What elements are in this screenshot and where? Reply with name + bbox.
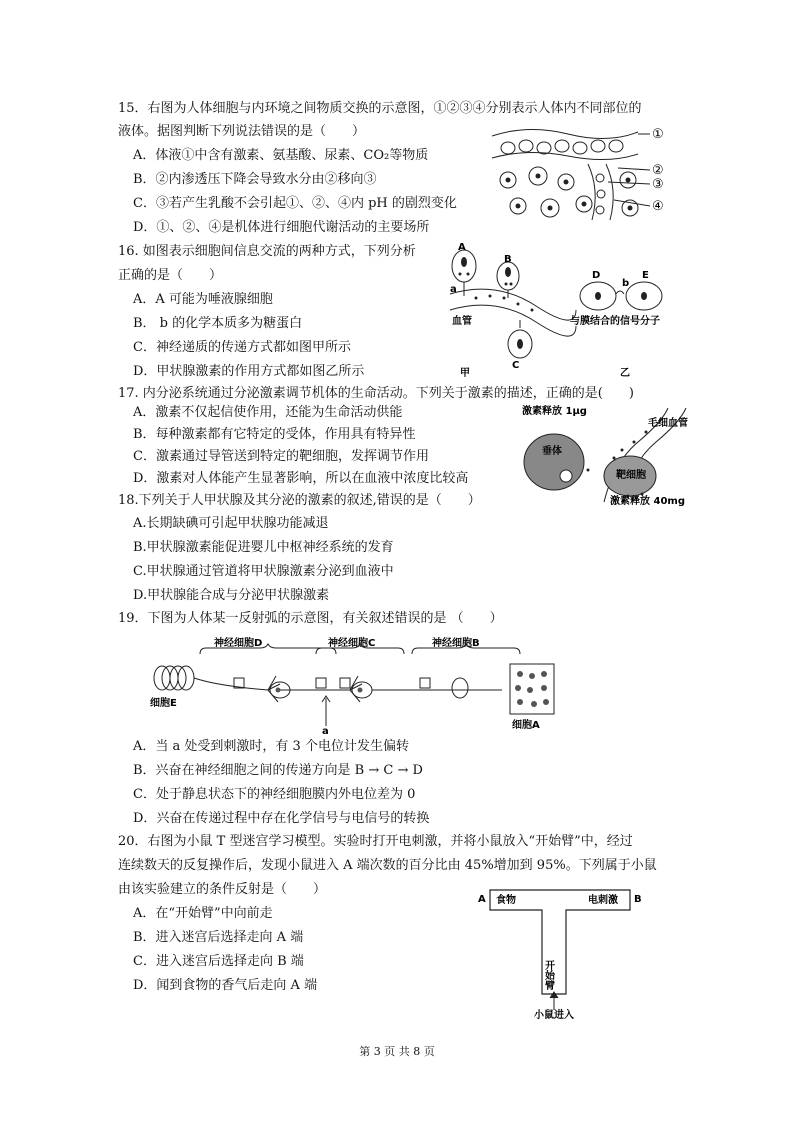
q19-stem: 19．下图为人体某一反射弧的示意图，有关叙述错误的是 （ ） <box>118 611 503 626</box>
fig16-label-d-cell: D <box>592 270 601 281</box>
q17-option-b: B．每种激素都有它特定的受体，作用具有特异性 <box>133 427 416 442</box>
q18-option-a: A.长期缺碘可引起甲状腺功能减退 <box>133 516 329 531</box>
fig19-label-neuron-d: 神经细胞D <box>214 638 263 649</box>
fig20-label-b: B <box>634 894 642 905</box>
q16-stem-line1: 16. 如图表示细胞间信息交流的两种方式，下列分析 <box>118 244 416 259</box>
fig19-label-cell-e: 细胞E <box>150 698 177 709</box>
q15-option-d: D．①、②、④是机体进行细胞代谢活动的主要场所 <box>133 220 430 235</box>
q20-stem-line3: 由该实验建立的条件反射是（ ） <box>118 882 327 897</box>
q20-option-d: D．闻到食物的香气后走向 A 端 <box>133 978 318 993</box>
fig16-label-b: b <box>622 278 630 289</box>
q19-option-d: D．兴奋在传递过程中存在化学信号与电信号的转换 <box>133 811 430 826</box>
q18-option-c: C.甲状腺通过管道将甲状腺激素分泌到血液中 <box>133 564 394 579</box>
q15-option-c: C．③若产生乳酸不会引起①、②、④内 pH 的剧烈变化 <box>133 196 457 211</box>
q15-stem-line1: 15．右图为人体细胞与内环境之间物质交换的示意图，①②③④分别表示人体内不同部位的 <box>118 101 642 116</box>
fig17-label-release1: 激素释放 1μg <box>522 406 587 417</box>
fig19-label-neuron-c: 神经细胞C <box>328 638 376 649</box>
fig20-label-start-arm: 开始臂 <box>542 960 554 990</box>
fig17-label-release2: 激素释放 40mg <box>610 496 685 506</box>
fig20-label-enter: 小鼠进入 <box>534 1010 574 1020</box>
q20-option-b: B．进入迷宫后选择走向 A 端 <box>133 930 304 945</box>
q15-option-b: B．②内渗透压下降会导致水分由②移向③ <box>133 172 377 187</box>
fig20-label-shock: 电刺激 <box>588 895 618 906</box>
q19-figure <box>148 634 568 736</box>
fig16-label-signal: 与膜结合的信号分子 <box>570 316 660 327</box>
q17-figure <box>518 402 708 506</box>
fig16-label-a-cell: A <box>458 242 466 253</box>
q17-stem: 17. 内分泌系统通过分泌激素调节机体的生命活动。下列关于激素的描述，正确的是( ) <box>118 386 634 401</box>
q20-option-c: C．进入迷宫后选择走向 B 端 <box>133 954 304 969</box>
q19-option-b: B．兴奋在神经细胞之间的传递方向是 B → C → D <box>133 763 423 778</box>
fig19-label-cell-a: 细胞A <box>512 720 540 731</box>
fig19-label-neuron-b: 神经细胞B <box>432 638 480 649</box>
q18-option-d: D.甲状腺能合成与分泌甲状腺激素 <box>133 588 330 603</box>
fig15-label-4: ④ <box>652 199 664 214</box>
q15-stem-line2: 液体。据图判断下列说法错误的是（ ） <box>118 124 366 139</box>
q20-maze-figure <box>476 886 652 1020</box>
fig20-label-a: A <box>478 894 486 905</box>
fig17-label-capillary: 毛细血管 <box>648 418 688 429</box>
q16-option-a: A．A 可能为唾液腺细胞 <box>133 292 273 307</box>
fig15-label-1: ① <box>652 127 664 142</box>
fig16-label-vessel: 血管 <box>452 316 472 327</box>
q20-option-a: A．在“开始臂”中向前走 <box>133 906 273 921</box>
q18-option-b: B.甲状腺激素能促进婴儿中枢神经系统的发育 <box>133 540 394 555</box>
fig19-label-a: a <box>322 726 329 736</box>
q19-option-a: A．当 a 处受到刺激时，有 3 个电位计发生偏转 <box>133 739 409 754</box>
q15-option-a: A．体液①中含有激素、氨基酸、尿素、CO₂等物质 <box>133 148 429 163</box>
fig20-label-food: 食物 <box>496 895 516 906</box>
q17-option-d: D．激素对人体能产生显著影响，所以在血液中浓度比较高 <box>133 471 469 486</box>
q19-option-c: C．处于静息状态下的神经细胞膜内外电位差为 0 <box>133 787 416 802</box>
q17-option-a: A．激素不仅起信使作用，还能为生命活动供能 <box>133 405 403 420</box>
q17-option-c: C．激素通过导管送到特定的靶细胞，发挥调节作用 <box>133 449 429 464</box>
q16-option-d: D．甲状腺激素的作用方式都如图乙所示 <box>133 364 365 379</box>
q20-stem-line1: 20．右图为小鼠 T 型迷宫学习模型。实验时打开电刺激，并将小鼠放入“开始臂”中，经过 <box>118 834 633 849</box>
fig16-label-c-cell: C <box>512 360 520 371</box>
fig16-label-b-cell: B <box>504 254 512 265</box>
fig16-label-jia: 甲 <box>460 368 470 379</box>
q16-option-c: C．神经递质的传递方式都如图甲所示 <box>133 340 351 355</box>
q16-stem-line2: 正确的是（ ） <box>118 268 223 283</box>
fig16-label-e-cell: E <box>642 270 649 281</box>
fig15-label-3: ③ <box>652 177 664 192</box>
fig15-label-2: ② <box>652 163 664 178</box>
q16-figure <box>446 240 696 380</box>
fig16-label-a: a <box>450 284 457 295</box>
q18-stem: 18.下列关于人甲状腺及其分泌的激素的叙述,错误的是（ ） <box>118 493 481 508</box>
q16-option-b: B． b 的化学本质多为糖蛋白 <box>133 316 303 331</box>
fig17-label-pituitary: 垂体 <box>542 446 562 457</box>
q20-stem-line2: 连续数天的反复操作后，发现小鼠进入 A 端次数的百分比由 45%增加到 95%。下列属于小鼠 <box>118 858 657 873</box>
q15-figure <box>488 120 678 228</box>
fig17-label-target: 靶细胞 <box>616 470 646 481</box>
page-footer: 第 3 页 共 8 页 <box>359 1045 435 1058</box>
fig16-label-yi: 乙 <box>620 368 630 379</box>
